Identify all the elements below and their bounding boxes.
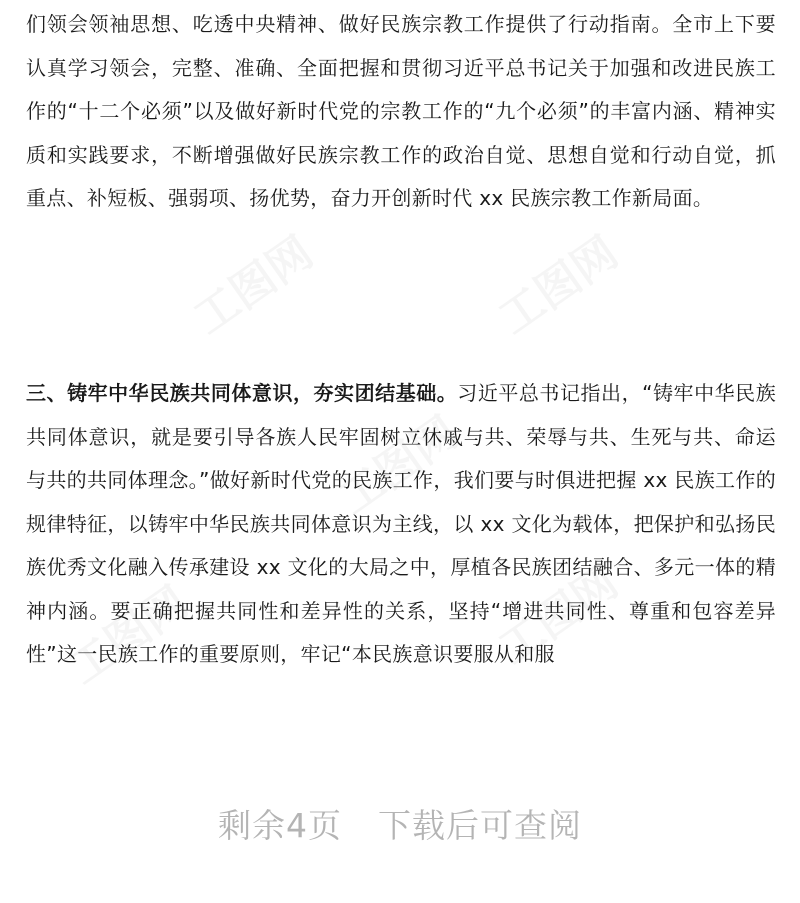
download-hint-label: 下载后可查阅 <box>378 806 582 845</box>
remaining-pages-label: 剩余4页 <box>218 806 342 845</box>
section-heading: 三、铸牢中华民族共同体意识，夯实团结基础。 <box>26 381 458 405</box>
watermark: 工图网 <box>489 226 628 345</box>
watermark: 工图网 <box>329 406 468 525</box>
body-paragraph: 们领会领袖思想、吃透中央精神、做好民族宗教工作提供了行动指南。全市上下要认真学习领会，完整、准确、全面把握和贯彻习近平总书记关于加强和改进民族工作的“十二个必须”以及做好新时代党的宗教工作的“九个必须”的丰富内涵、精神实质和实践要求，不断增强做好民族宗教工作的政治自觉、思想自觉和行动自觉，抓重点、补短板、强弱项、扬优势，奋力开创新时代 xx 民族宗教工作新局面。 <box>26 12 776 210</box>
section-paragraph <box>26 372 776 677</box>
section-body: 习近平总书记指出，“铸牢中华民族共同体意识，就是要引导各族人民牢固树立休戚与共、荣辱与共、生死与共、命运与共的共同体理念。”做好新时代党的民族工作，我们要与时俱进把握 xx 民族工作的规律特征，以铸牢中华民族共同体意识为主线，以 xx 文化为载体，把保护和弘扬民族优秀文化融入传承建设 xx 文化的大局之中，厚植各民族团结融合、多元一体的精神内涵。要正确把握共同性和差异性的关系，坚持“增进共同性、尊重和包容差异性”这一民族工作的重要原则，牢记“本民族意识要服从和服 <box>26 381 776 666</box>
watermark: 工图网 <box>184 226 323 345</box>
remaining-pages-notice[interactable] <box>0 800 800 847</box>
watermark: 工图网 <box>489 556 628 675</box>
watermark: 工图网 <box>59 576 198 695</box>
